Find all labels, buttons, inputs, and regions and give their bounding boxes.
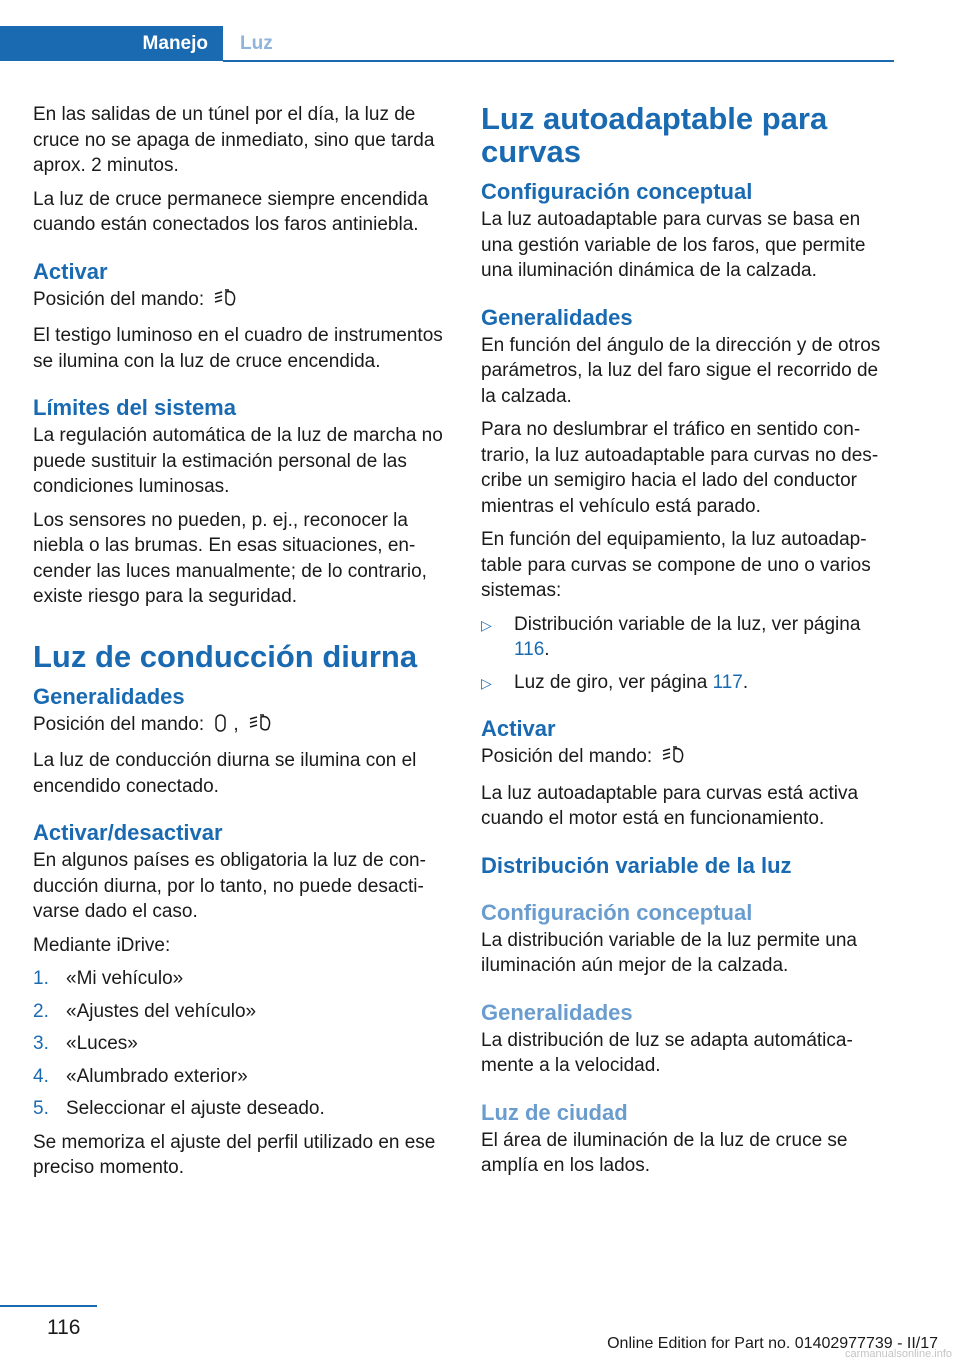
activar-heading: Activar: [481, 716, 556, 741]
activar-desactivar-paragraph-2: Mediante iDrive:: [33, 934, 171, 956]
limites-paragraph-1: La regulación automática de la luz de marcha no puede sustituir la estimación personal de las condiciones luminosas.: [33, 425, 443, 497]
activar-desactivar-paragraph-3: Se memoriza el ajuste del perfil utilizado en ese preciso momento.: [33, 1131, 436, 1178]
list-item: 3. «Luces»: [33, 1033, 138, 1054]
watermark: carmanualsonline.info: [844, 1348, 952, 1360]
systems-list: [481, 612, 897, 696]
activar-text: El testigo luminoso en el cuadro de instrumentos se ilumina con la luz de cruce encendida.: [33, 325, 443, 372]
activar-text: La luz autoadaptable para curvas está activa cuando el motor está en funcionamiento.: [481, 782, 859, 829]
generalidades-paragraph-3: En función del equipamiento, la luz autoadaptable para curvas se compone de uno o varios sistemas:: [481, 529, 871, 601]
ciudad-heading: Luz de ciudad: [481, 1099, 628, 1125]
generalidades-paragraph-1: En función del ángulo de la dirección y de otros parámetros, la luz del faro sigue el recorrido de la calzada.: [481, 334, 881, 407]
page-reference-link[interactable]: 116: [514, 639, 545, 660]
header-chapter-tab: Luz: [223, 26, 894, 61]
limites-heading: Límites del sistema: [33, 395, 236, 420]
generalidades-position: Posición del mando: ,: [33, 712, 449, 741]
left-column: [33, 102, 449, 1189]
triangle-bullet-icon: ▷: [481, 616, 492, 633]
generalidades-paragraph-2: Para no deslumbrar el tráfico en sentido contrario, la luz autoadaptable para curvas no describe un semigiro hacia el lado del conductor mientras el vehículo está parado.: [481, 419, 879, 517]
page-reference-link[interactable]: 117: [712, 671, 743, 693]
auto-light-switch-icon: [213, 288, 239, 316]
ciudad-text: El área de iluminación de la luz de cruce se amplía en los lados.: [481, 1129, 848, 1176]
distribucion-generalidades-heading: Generalidades: [481, 999, 633, 1025]
list-item: ▷ Distribución variable de la luz, ver página 116.: [481, 613, 861, 660]
curvas-title: Luz autoadaptable para curvas: [481, 101, 828, 169]
edition-info: Online Edition for Part no. 01402977739 - II/17: [607, 1335, 938, 1352]
intro-paragraph-2: La luz de cruce permanece siempre encendida cuando están conectados los faros antiniebla.: [33, 188, 429, 235]
distribucion-config-heading: Configuración conceptual: [481, 899, 753, 925]
idrive-steps-list: [33, 966, 449, 1122]
distribucion-config-text: La distribución variable de la luz permite una iluminación aún mejor de la calzada.: [481, 929, 857, 976]
activar-position: Posición del mando:: [33, 287, 449, 316]
activar-position: Posición del mando:: [481, 744, 897, 773]
light-off-switch-icon: [213, 713, 229, 741]
distribucion-generalidades-text: La distribución de luz se adapta automáticamente a la velocidad.: [481, 1029, 853, 1076]
list-item: ▷ Luz de giro, ver página 117.: [481, 670, 897, 696]
header-divider: [223, 60, 894, 62]
activar-desactivar-paragraph-1: En algunos países es obligatoria la luz de conducción diurna, por lo tanto, no puede desactivarse dado el caso.: [33, 850, 426, 922]
generalidades-heading: Generalidades: [481, 304, 633, 330]
activar-desactivar-heading: Activar/desactivar: [33, 820, 223, 845]
list-item: 4. «Alumbrado exterior»: [33, 1065, 248, 1087]
distribucion-heading: Distribución variable de la luz: [481, 852, 792, 878]
footer-divider: [0, 1305, 97, 1307]
list-item: 2. «Ajustes del vehículo»: [33, 1000, 257, 1022]
list-item: 5. Seleccionar el ajuste deseado.: [33, 1098, 325, 1119]
generalidades-text: La luz de conducción diurna se ilumina con el encendido conectado.: [33, 750, 417, 797]
auto-light-switch-icon: [248, 713, 274, 741]
list-item: 1. «Mi vehículo»: [33, 968, 184, 989]
diurna-title: Luz de conducción diurna: [33, 638, 418, 674]
intro-paragraph-1: En las salidas de un túnel por el día, la luz de cruce no se apaga de inmediato, sino que tarda aprox. 2 minutos.: [33, 104, 435, 176]
config-text: La luz autoadaptable para curvas se basa en una gestión variable de los faros, que permite una iluminación dinámica de la calzada.: [481, 209, 866, 281]
activar-heading: Activar: [33, 258, 108, 284]
config-heading: Configuración conceptual: [481, 179, 753, 204]
limites-paragraph-2: Los sensores no pueden, p. ej., reconocer la niebla o las brumas. En esas situaciones, encender las luces manualmente; de lo contrario, existe riesgo para la seguridad.: [33, 509, 427, 607]
generalidades-heading: Generalidades: [33, 683, 185, 709]
auto-light-switch-icon: [661, 745, 687, 773]
right-column: [481, 102, 897, 1187]
page-number: 116: [47, 1316, 81, 1339]
header-section-tab: Manejo: [0, 26, 223, 61]
triangle-bullet-icon: ▷: [481, 674, 492, 691]
